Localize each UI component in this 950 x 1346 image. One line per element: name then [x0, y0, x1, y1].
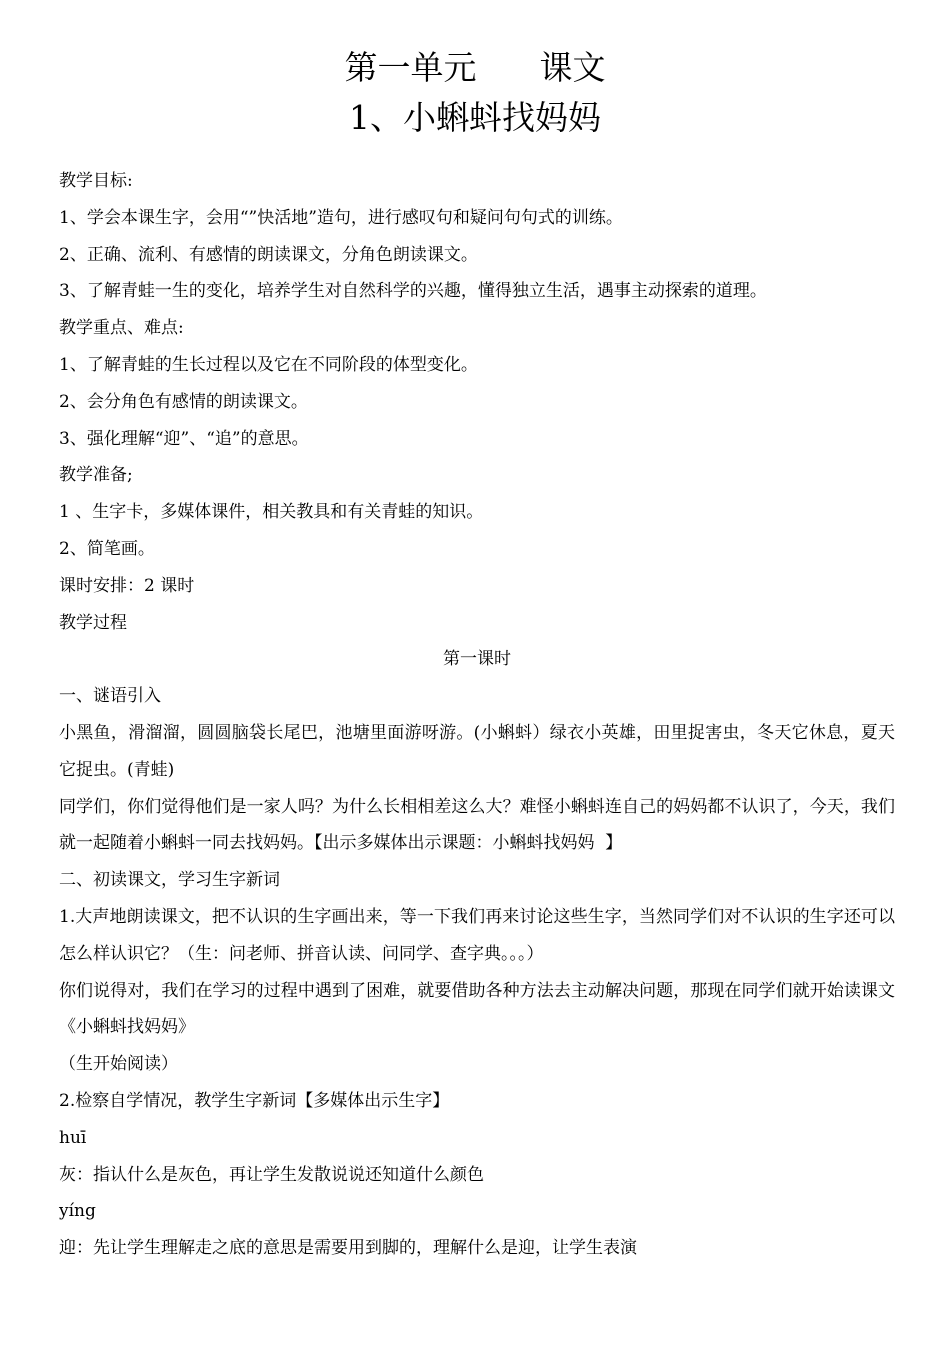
- char-ying-note: 迎：先让学生理解走之底的意思是需要用到脚的，理解什么是迎，让学生表演: [59, 1238, 637, 1259]
- pinyin-ying: yíng: [59, 1201, 96, 1222]
- step2-heading: 二、初读课文，学习生字新词: [59, 870, 280, 891]
- step2-praise: 你们说得对，我们在学习的过程中遇到了困难，就要借助各种方法去主动解决问题，那现在同学们就开始读课文《小蝌蚪找妈妈》: [59, 980, 895, 1038]
- char-hui-note: 灰：指认什么是灰色，再让学生发散说说还知道什么颜色: [59, 1164, 484, 1185]
- key-point-item: 1、了解青蛙的生长过程以及它在不同阶段的体型变化。: [59, 354, 478, 375]
- prep-heading: 教学准备;: [59, 465, 133, 486]
- pinyin-hui: huī: [59, 1127, 87, 1148]
- lesson-body: [59, 163, 895, 1267]
- key-points-heading: 教学重点、难点:: [59, 318, 184, 339]
- goals-heading: 教学目标:: [59, 171, 133, 191]
- unit-title: 第一单元 课文: [344, 48, 606, 87]
- process-heading: 教学过程: [59, 612, 127, 633]
- goal-item: 3、了解青蛙一生的变化，培养学生对自然科学的兴趣，懂得独立生活，遇事主动探索的道理。: [59, 281, 767, 302]
- step1-heading: 一、谜语引入: [59, 686, 161, 707]
- prep-item: 2、简笔画。: [59, 538, 155, 559]
- goal-item: 2、正确、流利、有感情的朗读课文，分角色朗读课文。: [59, 244, 478, 265]
- step1-riddle: 小黑鱼，滑溜溜，圆圆脑袋长尾巴，池塘里面游呀游。(小蝌蚪）绿衣小英雄，田里捉害虫，冬天它休息，夏天它捉虫。(青蛙): [59, 722, 895, 780]
- prep-item: 1 、生字卡，多媒体课件，相关教具和有关青蛙的知识。: [59, 502, 484, 523]
- key-point-item: 2、会分角色有感情的朗读课文。: [59, 391, 308, 412]
- lesson-title: 1、小蝌蚪找妈妈: [349, 98, 601, 137]
- step2-reading-note: （生开始阅读）: [59, 1054, 178, 1075]
- step2-item2: 2.检察自学情况，教学生字新词【多媒体出示生字】: [59, 1090, 450, 1111]
- key-point-item: 3、强化理解“迎”、“追”的意思。: [59, 428, 309, 449]
- goal-item: 1、学会本课生字，会用“”快活地”造句，进行感叹句和疑问句句式的训练。: [59, 207, 623, 228]
- step2-item1: 1.大声地朗读课文，把不认识的生字画出来，等一下我们再来讨论这些生字，当然同学们对不认识的生字还可以怎么样认识它？（生：问老师、拼音认读、问同学、查字典。。。）: [59, 906, 895, 964]
- first-period-heading: 第一课时: [443, 649, 511, 670]
- schedule-line: 课时安排：2 课时: [59, 575, 195, 596]
- step1-intro: 同学们，你们觉得他们是一家人吗？为什么长相相差这么大？难怪小蝌蚪连自己的妈妈都不认识了，今天，我们就一起随着小蝌蚪一同去找妈妈。【出示多媒体出示课题：小蝌蚪找妈妈 】: [59, 796, 895, 854]
